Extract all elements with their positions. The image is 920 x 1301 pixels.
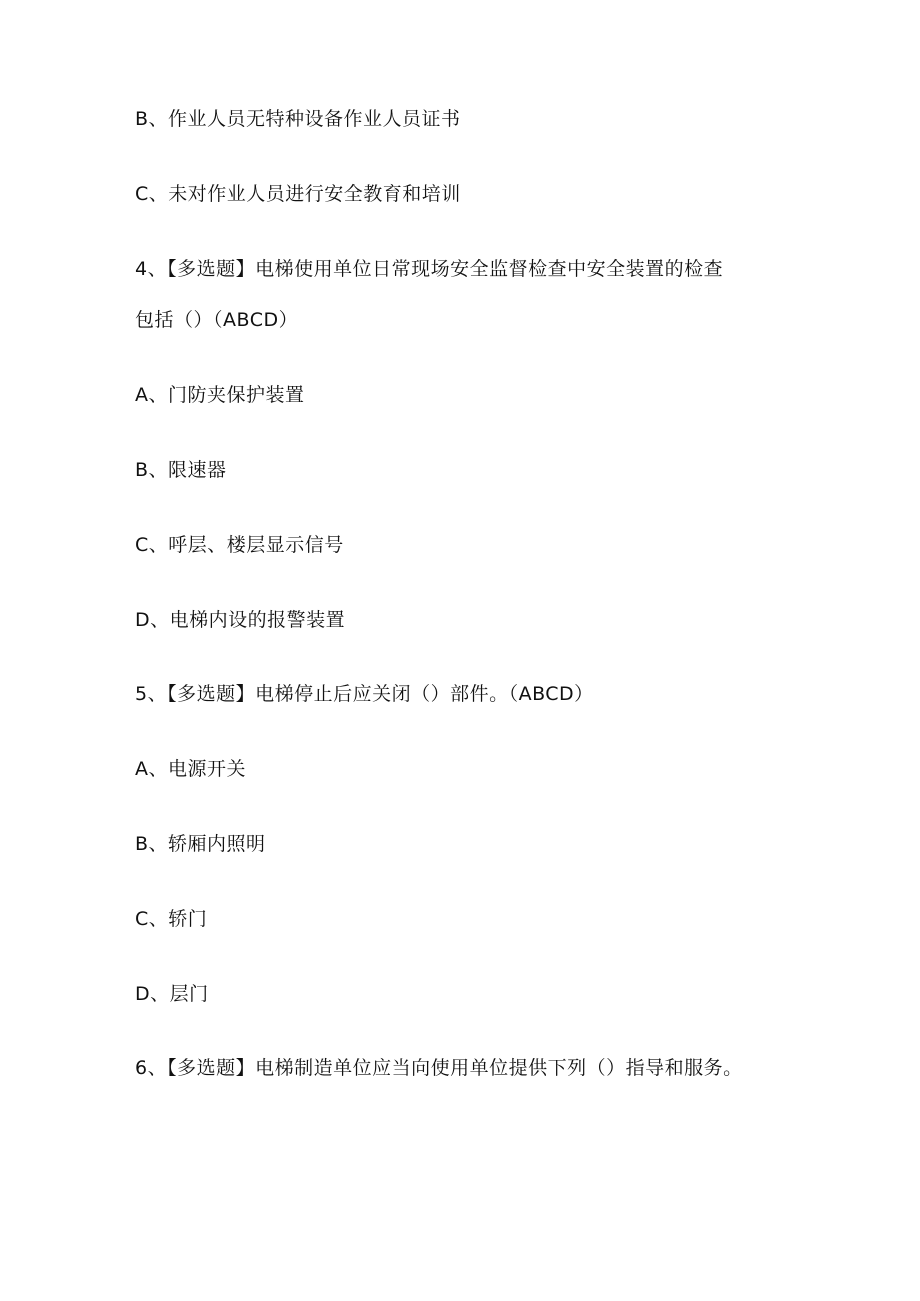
option-a-q4: A、门防夹保护装置 <box>135 384 305 406</box>
option-b-q3: B、作业人员无特种设备作业人员证书 <box>135 108 461 130</box>
option-c-q3: C、未对作业人员进行安全教育和培训 <box>135 183 461 205</box>
option-a-q5: A、电源开关 <box>135 758 246 780</box>
question-5-text: 5、【多选题】电梯停止后应关闭（）部件。（ABCD） <box>135 683 594 705</box>
option-d-q5: D、层门 <box>135 983 209 1005</box>
option-c-q4: C、呼层、楼层显示信号 <box>135 534 344 556</box>
option-d-q4: D、电梯内设的报警装置 <box>135 609 346 631</box>
option-b-q5: B、轿厢内照明 <box>135 833 266 855</box>
option-c-q5: C、轿门 <box>135 908 208 930</box>
option-b-q4: B、限速器 <box>135 459 227 481</box>
question-4-text: 4、【多选题】电梯使用单位日常现场安全监督检查中安全装置的检查 <box>135 258 724 280</box>
question-4-text-cont: 包括（）（ABCD） <box>135 309 299 331</box>
question-6-text: 6、【多选题】电梯制造单位应当向使用单位提供下列（）指导和服务。 <box>135 1057 743 1079</box>
